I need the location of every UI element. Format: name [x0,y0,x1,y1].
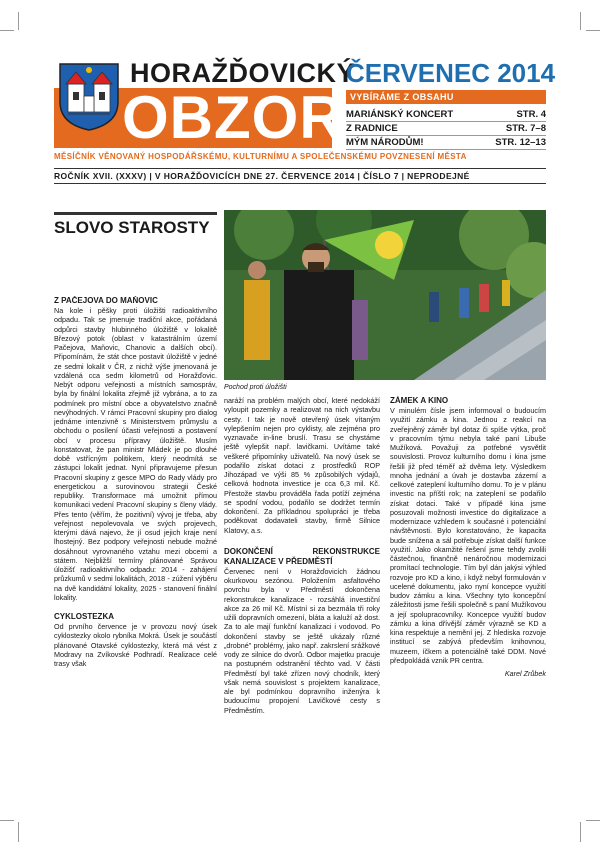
crop-mark [580,822,581,842]
article-heading: Z PAČEJOVA DO MAŇOVIC [54,296,158,305]
article-paragraph: naráží na problém malých obcí, které nedokáží vyloupit pozemky a realizovat na nich výstavbu cesty. I tak je nově otevřený úsek vítaným vylepšením nejen pro cyklisty, ale zejména pro vyznavače in-line bruslí. Trasu se chystáme ještě vylepšit např. lavičkami. Uvítáme také veškeré připomínky uživatelů. Na nový úsek se podařilo získat dotaci z prostředků ROP Jihozápad ve výši 85 % způsobilých výdajů, celková hodnota investice je cca 6,3 mil. Kč. Přestože stavbu prováděla řada potíží zejména se spodní vodou, podařilo se dodržet termín dokončení. Za příkladnou spolupráci je třeba poděkovat dodavateli stavby, firmě Silnice Klatovy, a.s. [224,396,380,535]
toc-item-page: STR. 4 [516,109,546,120]
toc-item[interactable] [346,108,546,122]
article-column-3 [390,396,546,808]
crop-mark [580,12,581,30]
article-paragraph: Na kole i pěšky proti úložišti radioaktivního odpadu. Tak se jmenuje tradiční akce, pořádaná odpůrci stavby hlubinného úložiště v lokalitě Březový potok (oblast v katastrálním území Pačejova, Maňovic, Chanovic a dalších obcí). Připomínám, že stát chce postavit úložiště v jedné ze sedmi lokalit v ČR, z nichž výše jmenovaná je vzdálená cca sedm kilometrů od Horažďovic. Nebýt odporu veřejnosti a místních samospráv, byla by finální lokalita zřejmě již vybrána, a to za podmínek pro místní obce a obyvatelstvo značně nevýhodných. V rámci Pracovní skupiny pro dialog jednáme intenzivně s Ministerstvem průmyslu a obchodu o posílení účasti veřejnosti a postavení obcí v procesu přípravy úložiště. Musím konstatovat, že pan ministr Mládek je po dlouhé době vstřícným politikem, který neodmítá se zástupci lokalit jednat. Nyní připravujeme přesun Pracovní skupiny z gesce MPO do Rady vlády pro energetickou a surovinovou strategii České republiky. Transformace má umožnit přímou komunikaci vedení Pracovní skupiny s členy vlády. Přes tento (věřím, že pozitivní) vývoj je třeba, aby veřejnost nepolevovala ve svých projevech, kterými dává najevo, že jí osud jejich kraje není lhostejný. Bez podpory veřejnosti nebude možné dosáhnout vyrovnaného vztahu mezi obcemi a státem. Nejbližší termíny plánované Správou úložišť radioaktivního odpadu: 2014 - zahájení průzkumů v sedmi lokalitách, 2018 - zúžení výběru na dvě kandidátní lokality, 2025 - stanovení finální lokality. [54,306,217,602]
masthead-title-line1: HORAŽĎOVICKÝ [130,58,356,88]
issue-month: ČERVENEC 2014 [346,58,556,88]
section-rule [54,212,217,215]
town-coat-of-arms-icon [58,62,120,132]
toc-item-page: STR. 12–13 [495,137,546,148]
crop-mark [586,820,600,821]
toc-header: VYBÍRÁME Z OBSAHU [350,92,454,102]
toc-header-bar [346,90,546,104]
article-heading: CYKLOSTEZKA [54,612,114,621]
author-signature: Karel Zrůbek [504,669,546,678]
toc-item-page: STR. 7–8 [505,123,546,134]
toc-item-label: MARIÁNSKÝ KONCERT [346,109,454,120]
article-paragraph: V minulém čísle jsem informoval o budoucím využití zámku a kina. Jednou z reakcí na zveřejněný záměr byl dotaz či spíše výtka, proč v pracovním týmu nebyla také paní Libuše Mužíková. Považuji za potřebné vysvětlit souvislosti. Provoz kulturního domu i kina jsme řešili již před téměř až dvěma lety. Výsledkem mnoha jednání a úvah je dostavba zázemí a celkové zateplení kulturního domu. To je v plánu investic na příští rok; na zateplení se podařilo získat dotaci. Také v případě kina jsme posuzovali možnosti investice do digitalizace a modernizace vzhledem k současné i potenciální návštěvnosti. Bylo konstatováno, že kapacita bude snížena a sál potřebuje získat další funkce využití. Jako okamžité řešení jsme tehdy zvolili částečnou, finančně nenáročnou modernizaci promítací technologie. Tím byl dán jakýsi výhled rozvoje pro KD a kino, i když nebyl formulován v ucelené dokumentu, jako nyní koncepce využití budov zámku a kina. Všechny tyto koncepční záležitosti jsme řešili společně s paní Mužíkovou a její spolupracovníky. Koncepce využití budov zámku a kina dřívější záměr výrazně se KD a kina respektuje a nemění jej. Z hlediska rozvoje institucí se zabývá především knihovnou, muzeem, íčkem a potenciálně také DDM. Nové předpokládá vznik PR centra. [390,406,546,665]
table-of-contents [346,108,546,150]
march-photo [224,210,546,380]
masthead-tagline: MĚSÍČNÍK VĚNOVANÝ HOSPODÁŘSKÉMU, KULTURNÍMU A SPOLEČENSKÉMU POVZNESENÍ MĚSTA [54,152,467,161]
toc-item[interactable] [346,122,546,136]
photo-caption: Pochod proti úložišti [224,384,287,391]
masthead-title-obzor: OBZOR [122,84,344,151]
article-column-1 [54,296,217,808]
section-title: SLOVO STAROSTY [54,218,210,237]
article-paragraph: Od prvního července je v provozu nový úsek cyklostezky okolo rybníka Mokrá. Úsek je součástí plánované Otavské cyklostezky, která má vést z Modravy na Zvíkovské Podhradí. Realizace celé trasy však [54,622,217,668]
article-heading: DOKONČENÍ REKONSTRUKCE KANALIZACE V PŘEDMĚSTÍ [224,546,380,566]
crop-mark [18,12,19,30]
toc-item[interactable] [346,136,546,150]
crop-mark [18,822,19,842]
crop-mark [0,820,14,821]
toc-item-label: Z RADNICE [346,123,398,134]
issue-info-bar: ROČNÍK XVII. (XXXV) | V HORAŽĎOVICÍCH DNE 27. ČERVENCE 2014 | ČÍSLO 7 | NEPRODEJNÉ [54,168,546,184]
article-paragraph: Červenec není v Horažďovicích žádnou okurkovou sezónou. Položením asfaltového povrchu byla v Předměstí dokončena rekonstrukce kanalizace - rozsáhlá investiční akce za 26 mil Kč. Místní si za bezmála tři roky užili dopravních omezení, bláta a kaluží až dost. Za to ale mají funkční kanalizaci i vodovod. Po dokončení stavby se ještě ukázaly různé „drobné" problémy, jako např. zakrslení srážkové vody ze silnice do dvorů. Odbor majetku pracuje na postupném odstranění těchto vad. V části Předměstí byl také zřízen nový chodník, který však nemá souvislost s projektem kanalizace, ale byl podmínkou dopravního inženýra k budoucímu propojení Lavičkové cesty s Předměstím. [224,566,380,715]
article-heading: ZÁMEK A KINO [390,396,449,405]
article-column-2 [224,396,380,808]
crop-mark [586,30,600,31]
crop-mark [0,30,14,31]
toc-item-label: MÝM NÁRODŮM! [346,137,424,148]
